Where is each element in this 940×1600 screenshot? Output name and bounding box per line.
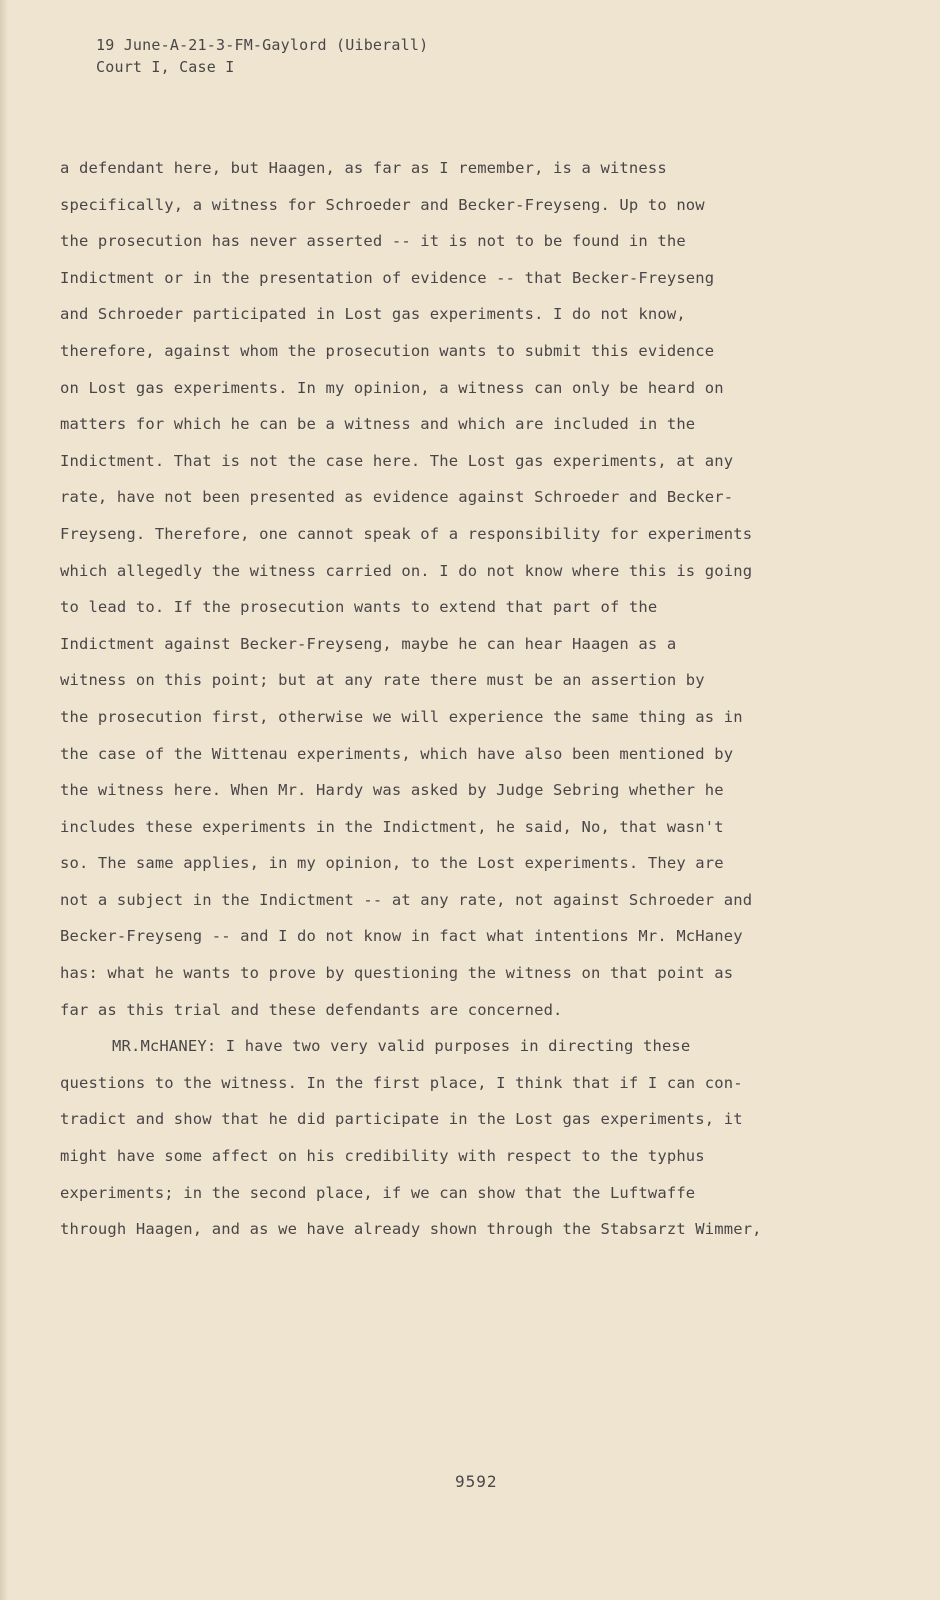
text-line: far as this trial and these defendants are concerned. [60,1000,563,1019]
text-line: might have some affect on his credibility with respect to the typhus [60,1147,705,1166]
text-line: the prosecution has never asserted -- it is not to be found in the [60,232,686,251]
text-line: witness on this point; but at any rate there must be an assertion by [60,671,705,690]
text-line: Becker-Freyseng -- and I do not know in fact what intentions Mr. McHaney [60,927,743,946]
text-line: Freyseng. Therefore, one cannot speak of a responsibility for experiments [60,524,753,543]
header-session-line: 19 June-A-21-3-FM-Gaylord (Uiberall) [96,36,429,54]
transcript-body [60,150,860,1248]
text-line: Indictment or in the presentation of evidence -- that Becker-Freyseng [60,268,715,287]
text-line: specifically, a witness for Schroeder and Becker-Freyseng. Up to now [60,195,705,214]
text-line: rate, have not been presented as evidence against Schroeder and Becker- [60,488,734,507]
text-line: Indictment against Becker-Freyseng, maybe he can hear Haagen as a [60,634,677,653]
text-line: to lead to. If the prosecution wants to extend that part of the [60,598,658,617]
text-line: and Schroeder participated in Lost gas experiments. I do not know, [60,305,686,324]
text-line: includes these experiments in the Indictment, he said, No, that wasn't [60,817,724,836]
text-line: on Lost gas experiments. In my opinion, a witness can only be heard on [60,378,724,397]
text-line: questions to the witness. In the first place, I think that if I can con- [60,1073,743,1092]
text-line: tradict and show that he did participate in the Lost gas experiments, it [60,1110,743,1129]
text-line: through Haagen, and as we have already shown through the Stabsarzt Wimmer, [60,1220,762,1239]
text-line: which allegedly the witness carried on. I do not know where this is going [60,561,753,580]
text-line: experiments; in the second place, if we can show that the Luftwaffe [60,1183,696,1202]
text-line: a defendant here, but Haagen, as far as I remember, is a witness [60,159,667,177]
text-line: so. The same applies, in my opinion, to the Lost experiments. They are [60,854,724,873]
text-line: not a subject in the Indictment -- at any rate, not against Schroeder and [60,890,753,909]
header-court-line: Court I, Case I [96,58,235,76]
text-line: the case of the Wittenau experiments, which have also been mentioned by [60,744,734,763]
text-line: the witness here. When Mr. Hardy was asked by Judge Sebring whether he [60,781,724,800]
text-line: matters for which he can be a witness and which are included in the [60,415,696,434]
speaker-paragraph-start: MR.McHANEY: I have two very valid purposes in directing these [112,1037,691,1056]
text-line: therefore, against whom the prosecution wants to submit this evidence [60,341,715,360]
text-line: has: what he wants to prove by questioning the witness on that point as [60,964,734,983]
page-number: 9592 [455,1472,498,1491]
page-header [96,34,428,78]
text-line: the prosecution first, otherwise we will experience the same thing as in [60,707,743,726]
text-line: Indictment. That is not the case here. The Lost gas experiments, at any [60,451,734,470]
